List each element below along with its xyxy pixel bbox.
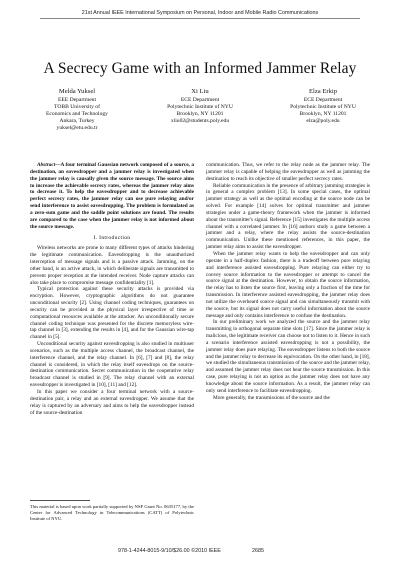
author-name: Melda Yuksel xyxy=(58,88,96,95)
paragraph: Unconditional security against eavesdropping is also studied in multiuser scenarios, such as the multiple access channel, the broadcast channel, the interference channel, and the relay channel. In [6], [7] and [8], the relay channel is considered, in which the relay itself eavesdrops on the source-destination communication. Secret communication in the cooperative relay broadcast channel is studied in [9]. The relay channel with an external eavesdropper is investigated in [10], [11] and [12]. xyxy=(30,341,194,389)
author-affiliation: TOBB University of xyxy=(54,103,100,110)
abstract-lead: Abstract xyxy=(37,162,56,168)
paper-title: A Secrecy Game with an Informed Jammer Relay xyxy=(43,60,357,77)
author-affiliation: Polytechnic Institute of NYU xyxy=(290,103,356,110)
abstract xyxy=(30,162,194,230)
author-name: Xi Liu xyxy=(191,88,209,95)
author-block xyxy=(22,88,378,133)
abstract-text: —A four terminal Gaussian network composed of a source, a destination, an eavesdropper and a jammer relay is investigated when the jammer relay is causally given the source message. The source aims to increase the achievable secrecy rates, whereas the jammer relay aims to decrease it. To help the eavesdropper and to decrease achievable perfect secrecy rates, the jammer relay can use pure relaying and/or send interference to assist eavesdropping. The problem is formulated as a zero-sum game and the saddle point solutions are found. The results are compared to the case when the jammer relay is not informed about the source message. xyxy=(30,162,194,230)
author-email: elza@poly.edu xyxy=(306,118,340,125)
paragraph: In this paper we consider a four terminal network with a source-destination pair, a relay and an external eavesdropper. We assume that the relay is captured by an adversary and aims to help the eavesdropper instead of the source-destination xyxy=(30,389,194,416)
author-affiliation: Polytechnic Institute of NYU xyxy=(167,103,233,110)
author-affiliation: EEE Department xyxy=(57,96,97,103)
author-1 xyxy=(22,88,132,133)
page-number: 2685 xyxy=(252,548,264,554)
header-rule xyxy=(40,18,360,19)
isbn-copyright: 978-1-4244-8015-9/10/$26.00 ©2010 IEEE xyxy=(118,548,221,554)
author-location: Brooklyn, NY 11201 xyxy=(176,111,224,117)
paragraph: communication. Thus, we refer to the relay node as the jammer relay. The jammer relay is capable of helping the eavesdropper as well as jamming the destination to reach its objective of smaller perfect secrecy rates. xyxy=(206,162,370,182)
paragraph: In our preliminary work we analyzed the source and the jammer relay transmitting in orthogonal separate time slots [17]. Since the jammer relay is malicious, the legitimate receiver can choose not to listen to it. Hence in such a scenario interference assisted eavesdropping is not a possibility, the jammer relay does pure relaying. The eavesdropper listens to both the source and the jammer relay to decrease its equivocation. On the other hand, in [18], we studied the simultaneous transmission of the source and the jammer relay, and assumed the jammer relay does not hear the source transmission. In this case, pure relaying is not an option as the jammer relay does not have any knowledge about the source information. As a result, the jammer relay can only send interference to facilitate eavesdropping. xyxy=(206,319,371,394)
section-heading-introduction: I. Introduction xyxy=(93,235,131,242)
left-column xyxy=(30,162,194,416)
conference-header: 21st Annual IEEE International Symposium on Personal, Indoor and Mobile Radio Communications xyxy=(81,10,319,16)
right-column xyxy=(206,162,370,402)
author-3 xyxy=(268,88,378,133)
author-affiliation: ECE Department xyxy=(303,96,343,103)
author-name: Elza Erkip xyxy=(308,88,337,95)
footnote-rule xyxy=(30,500,90,501)
author-affiliation: ECE Department xyxy=(180,96,220,103)
paragraph: Wireless networks are prone to many different types of attacks hindering the legitimate communication. Eavesdropping is the unauthorized interception of message signals and is a passive attack. Jamming, on the other hand, is an active attack, in which deliberate signals are transmitted to prevent proper reception at the intended receiver. Node capture attacks can also take place to compromise message confidentiality [1]. xyxy=(30,245,194,286)
author-location: Ankara, Turkey xyxy=(59,118,95,125)
paragraph: More generally, the transmissions of the source and the xyxy=(213,394,330,401)
author-2 xyxy=(145,88,255,133)
author-email: xliu02@students.poly.edu xyxy=(170,118,230,125)
author-affiliation: Economics and Technology xyxy=(46,111,108,117)
paragraph: When the jammer relay wants to help the eavesdropper and can only operate in a half-duplex fashion, there is a tradeoff between pure relaying and interference assisted eavesdropping. Pure relaying can either try to convey source information to the eavesdropper or attempt to cancel the source signal at the destination. However, to obtain the source information, the relay has to listen the source first, leaving only a fraction of the time for transmission. In interference assisted eavesdropping, the jammer relay does not utilize the overheard source signal and can simultaneously transmit with the source, but its signal does not carry useful information about the source message and only contains interference to confuse the destination. xyxy=(206,250,370,319)
author-location: Brooklyn, NY 11201 xyxy=(299,111,347,117)
paragraph: Reliable communication in the presence of arbitrary jamming strategies is in general a complex problem [13]. In some special cases, the optimal jammer strategy as well as the optimal encoding at the source node can be solved. For example [14] solves for optimal transmitter and jammer strategies under a game-theory framework when the jammer is informed about the transmitter's signal. Reference [15] investigates the multiple access channel with a correlated jammer. In [16] authors study a game between a jammer and a relay, where the relay assists the source-destination communication. Unlike these mentioned references, in this paper, the jammer relay aims to assist the eavesdropper. xyxy=(206,182,370,251)
paragraph: Typical protection against these security attacks is provided via encryption. However, cryptographic algorithms do not guarantee unconditional security [2]. Using channel coding techniques, guarantees on security can be provided at the physical layer irrespective of time or computational resources available at the attacker. An unconditionally secure channel coding technique was presented for the discrete memoryless wire-tap channel in [3], extending the results in [4], and for the Gaussian wire-tap channel in [5]. xyxy=(30,286,194,341)
author-email: yuksel@etu.edu.tr xyxy=(56,125,98,132)
footnote: This material is based upon work partially supported by NSF Grant No. 0635177, by the Center for Advanced Technology in Telecommunications (CATT) of Polytechnic Institute of NYU. xyxy=(30,504,194,521)
